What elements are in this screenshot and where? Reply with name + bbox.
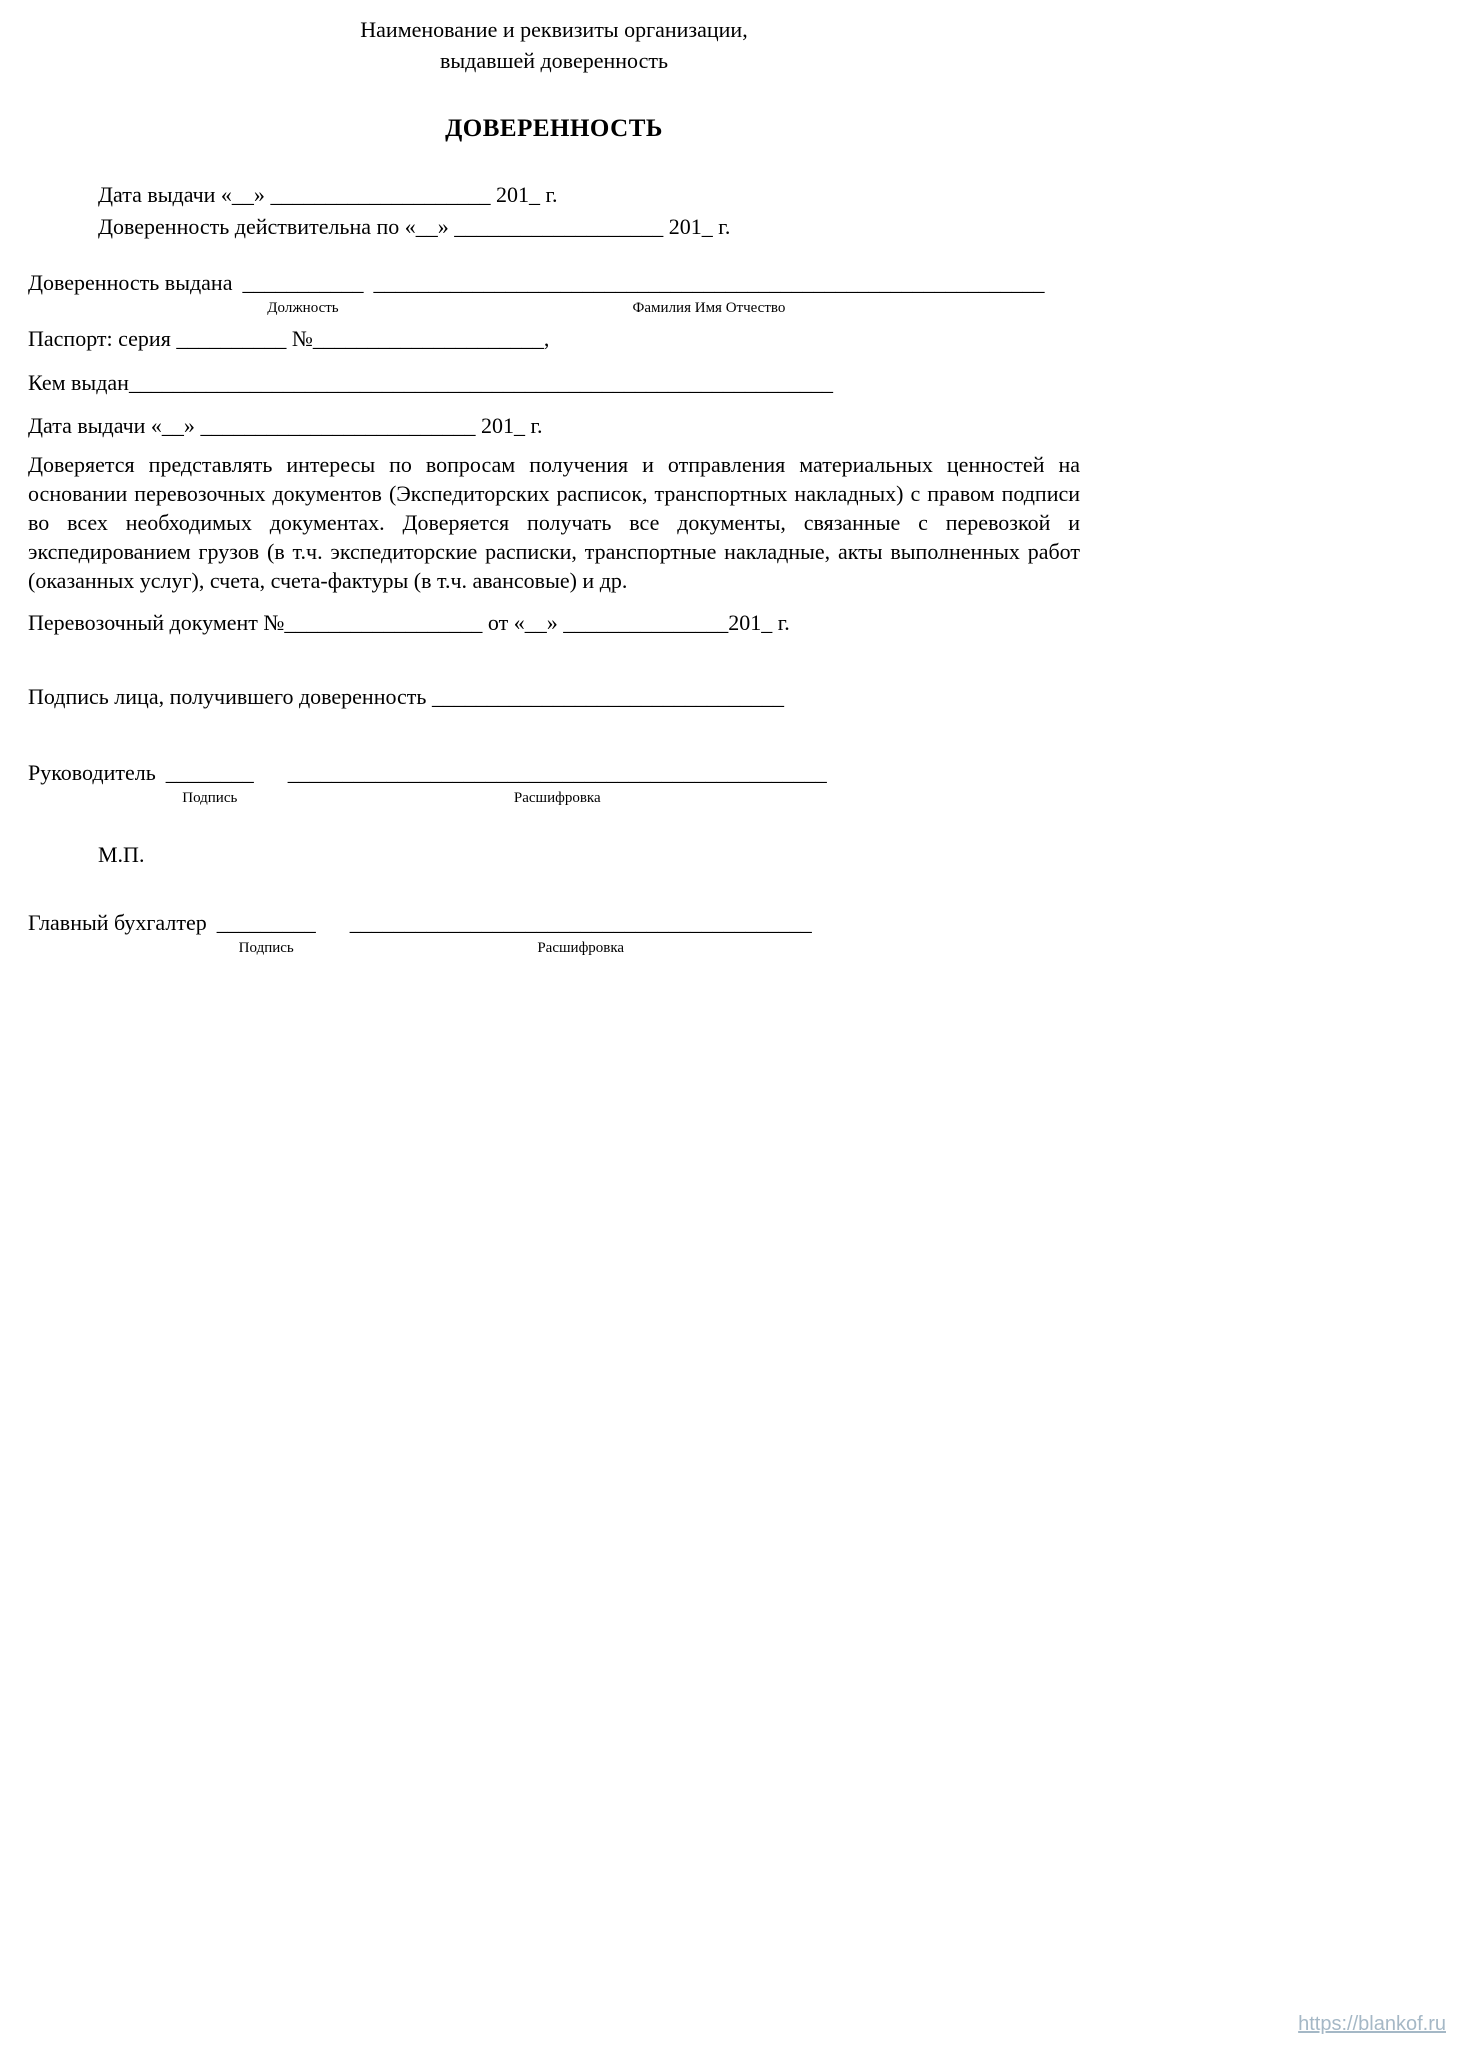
passport-date-blank: _________________________ [200,413,476,438]
valid-until-blank: ___________________ [454,214,664,239]
org-header-line2: выдавшей доверенность [440,48,668,73]
issued-to-line [28,267,1080,317]
passport-date-line [28,410,1080,442]
fullname-blank: _____________________________________________________________ [373,270,1045,295]
passport-number-blank: _____________________ [312,326,544,351]
head-signature-line [28,757,1080,807]
authorization-paragraph: Доверяется представлять интересы по вопросам получения и отправления материальных ценностей на основании перевозочных документов (Экспедиторских расписок, транспортных накладных) с правом подписи во всех необходимых документах. Доверяется получать все документы, связанные с перевозкой и экспедированием грузов (в т.ч. экспедиторские расписки, транспортные накладные, акты выполненных работ (оказанных услуг), счета, счета-фактуры (в т.ч. авансовые) и др. [28,452,1080,593]
document-title: ДОВЕРЕННОСТЬ [445,115,663,142]
transport-doc-year: 201_ г. [728,610,790,635]
accountant-sign-field [217,907,316,957]
valid-until-label: Доверенность действительна по «__» [98,214,449,239]
valid-until-line [98,211,1080,243]
recipient-signature-label: Подпись лица, получившего доверенность [28,684,427,709]
valid-until-year: 201_ г. [668,214,731,239]
passport-label: Паспорт: серия [28,326,171,351]
org-header-line1: Наименование и реквизиты организации, [360,17,748,42]
passport-line [28,323,1080,355]
issued-by-label: Кем выдан [28,370,129,395]
fullname-field [373,267,1044,317]
accountant-name-field [350,907,812,957]
accountant-name-caption: Расшифровка [537,940,625,956]
transport-doc-label: Перевозочный документ № [28,610,285,635]
passport-date-year: 201_ г. [480,413,543,438]
issue-date-line [98,179,1080,211]
position-blank: ___________ [242,270,364,295]
transport-doc-from-label: от «__» [487,610,558,635]
recipient-signature-blank: ________________________________ [431,684,784,709]
accountant-name-blank: __________________________________________ [349,910,812,935]
position-field [242,267,363,317]
issued-by-line [28,367,1080,399]
org-header [28,8,1080,76]
dates-block [28,179,1080,243]
transport-doc-line [28,607,1080,639]
head-sign-blank: ________ [165,760,254,785]
passport-comma: , [543,326,550,351]
document-content [28,8,1080,957]
accountant-label: Главный бухгалтер [28,910,207,935]
transport-doc-number-blank: __________________ [284,610,483,635]
transport-doc-date-blank: _______________ [563,610,729,635]
head-name-field [288,757,827,807]
passport-number-label: № [291,326,313,351]
head-sign-caption: Подпись [182,790,238,806]
position-caption: Должность [267,300,339,316]
footer-link[interactable]: https://blankof.ru [1298,2013,1446,2035]
head-name-caption: Расшифровка [513,790,601,806]
issue-date-label: Дата выдачи «__» [98,182,265,207]
passport-date-label: Дата выдачи «__» [28,413,195,438]
issued-by-blank: ________________________________________________________________ [128,370,833,395]
recipient-signature-line [28,681,1080,713]
accountant-signature-line [28,907,1080,957]
head-name-blank: _________________________________________________ [287,760,827,785]
head-sign-field [166,757,254,807]
passport-series-blank: __________ [176,326,287,351]
issued-to-label: Доверенность выдана [28,270,233,295]
fullname-caption: Фамилия Имя Отчество [632,300,786,316]
stamp-mark: М.П. [98,842,145,867]
head-label: Руководитель [28,760,156,785]
accountant-sign-blank: _________ [216,910,316,935]
issue-date-year: 201_ г. [495,182,558,207]
issue-date-blank: ____________________ [270,182,491,207]
accountant-sign-caption: Подпись [238,940,294,956]
